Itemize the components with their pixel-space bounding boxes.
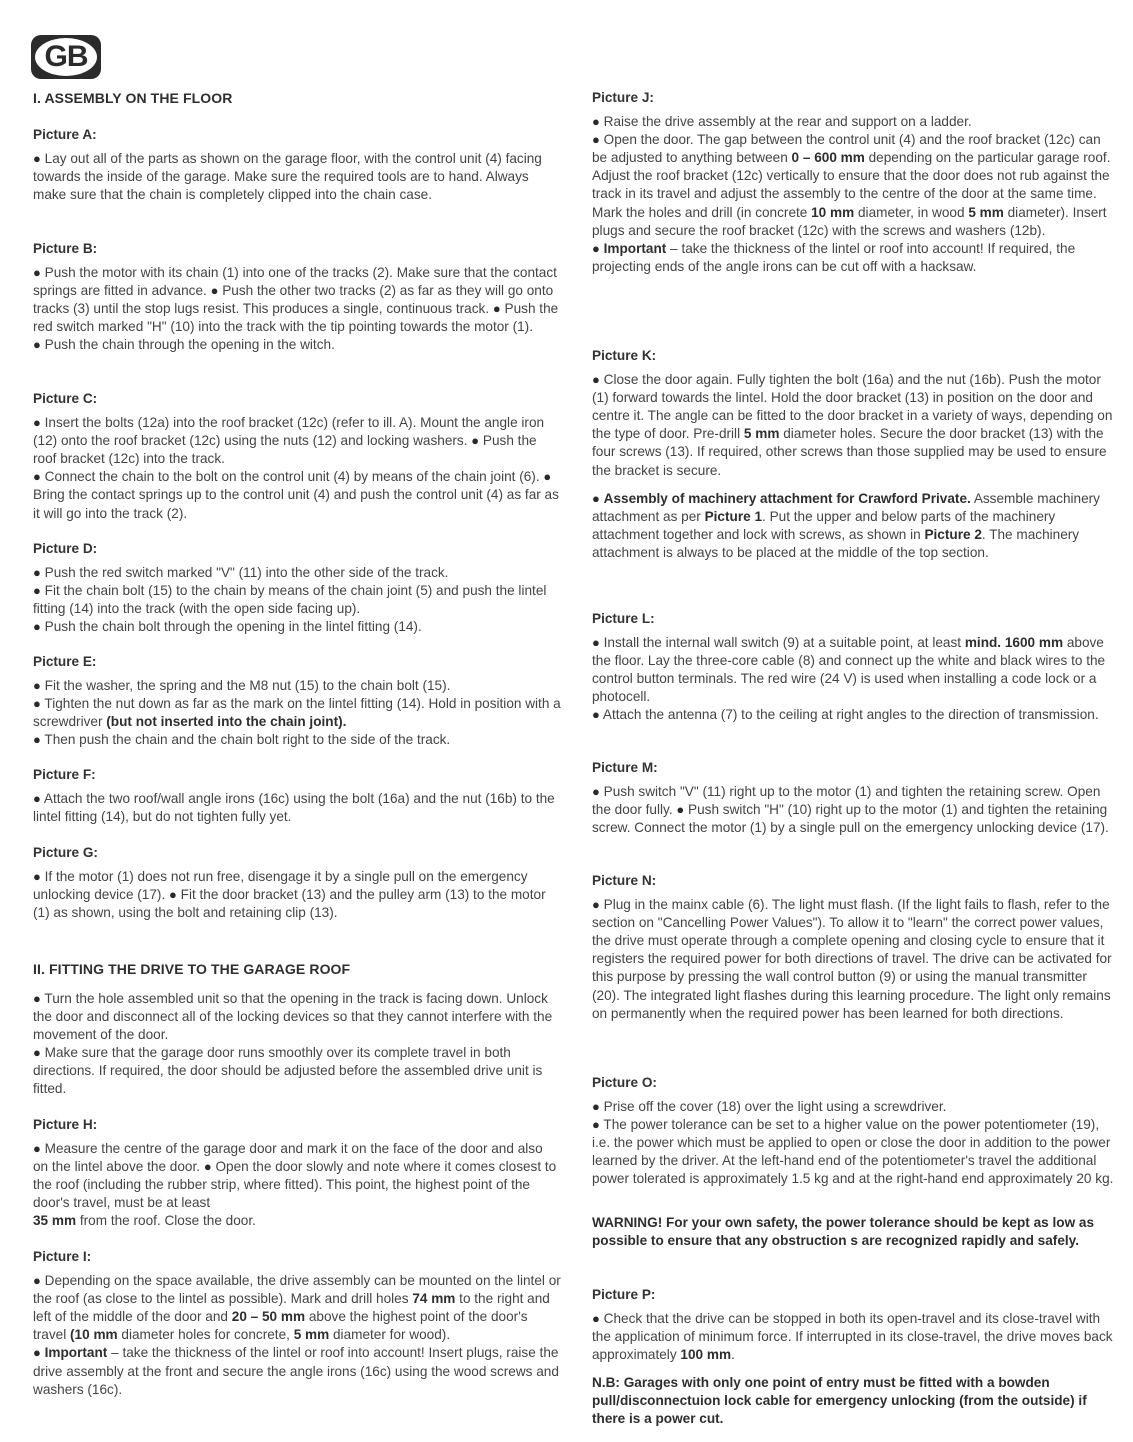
picture-k-picture-1: Picture 1 bbox=[704, 508, 763, 524]
picture-m-heading: Picture M: bbox=[592, 760, 658, 775]
bullet-icon: ● bbox=[33, 1345, 41, 1361]
picture-a-text: Lay out all of the parts as shown on the garage floor, with the control unit (4) facing towards the inside of the garage. Make sure the required tools are to hand. Always make sure that the chain is completely clipped into the chain case. bbox=[33, 151, 542, 203]
section-2-intro-block bbox=[33, 990, 561, 1099]
nb-text: N.B: Garages with only one point of entry must be fitted with a bowden pull/disconnectuion lock cable for emergency unlocking (from the outside) if there is a power cut. bbox=[592, 1375, 1087, 1427]
picture-c-text-2: Push the roof bracket (12c) into the track. bbox=[33, 433, 537, 467]
bullet-icon: ● bbox=[33, 791, 41, 807]
picture-k-block bbox=[592, 347, 1118, 562]
picture-j-text-4: diameter, in wood bbox=[857, 204, 965, 220]
picture-k-text-3: Assemble machinery attachment as per bbox=[592, 490, 1100, 524]
bullet-icon: ● bbox=[592, 635, 600, 651]
picture-c-block bbox=[33, 390, 561, 523]
picture-j-heading: Picture J: bbox=[592, 90, 654, 105]
language-badge-label: GB bbox=[35, 38, 97, 76]
bullet-icon: ● bbox=[592, 372, 600, 388]
picture-d-heading: Picture D: bbox=[33, 541, 98, 556]
picture-j-text-6: – take the thickness of the lintel or roof into account! If required, the projecting ends of the angle irons can be cut off with a hacksaw. bbox=[592, 240, 1076, 274]
section-title-assembly: I. ASSEMBLY ON THE FLOOR bbox=[33, 90, 233, 106]
picture-h-block bbox=[33, 1116, 561, 1231]
picture-a-block bbox=[33, 126, 561, 204]
bullet-icon: ● bbox=[592, 1117, 600, 1133]
picture-k-text-1: Close the door again. Fully tighten the bolt (16a) and the nut (16b). Push the motor (1) forward towards the lintel. Hold the door bracket (13) in position on the door and centre it. The angle can be fitted to the door bracket in a variety of ways, depending on the type of door. Pre-drill bbox=[592, 372, 1113, 442]
bullet-icon: ● bbox=[592, 490, 600, 506]
bullet-icon: ● bbox=[33, 583, 41, 599]
picture-e-block bbox=[33, 653, 561, 749]
picture-n-text: Plug in the mainx cable (6). The light must flash. (If the light fails to flash, refer to the section on "Cancelling Power Values"). To allow it to "learn" the correct power values, the drive must operate through a complete opening and closing cycle to ensure that it registers the required power for both directions of travel. The drive can be activated for this purpose by pressing the wall control button (9) or using the manual transmitter (20). The integrated light flashes during this learning procedure. The light only remains on permanently when the required power has been learned for both directions. bbox=[592, 897, 1112, 1021]
picture-i-bold-1: 74 mm bbox=[412, 1291, 456, 1307]
picture-i-important: Important bbox=[44, 1345, 108, 1361]
picture-h-text-1: Measure the centre of the garage door and mark it on the face of the door and also on the lintel above the door. bbox=[33, 1141, 543, 1175]
picture-p-text-1: Check that the drive can be stopped in both its open-travel and its close-travel with the application of minimum force. If interrupted in its close-travel, the drive moves back approximately bbox=[592, 1311, 1113, 1363]
bullet-icon: ● bbox=[592, 132, 600, 148]
picture-c-heading: Picture C: bbox=[33, 391, 98, 406]
picture-h-heading: Picture H: bbox=[33, 1117, 98, 1132]
bullet-icon: ● bbox=[33, 696, 41, 712]
bullet-icon: ● bbox=[169, 887, 177, 903]
picture-e-text-1: Fit the washer, the spring and the M8 nut (15) to the chain bolt (15). bbox=[44, 678, 451, 694]
picture-h-text-3: from the roof. Close the door. bbox=[79, 1213, 256, 1229]
picture-e-text-2: Tighten the nut down as far as the mark on the lintel fitting (14). Hold in position with a screwdriver bbox=[33, 696, 561, 730]
bullet-icon: ● bbox=[33, 1141, 41, 1157]
picture-k-text-5: . The machinery attachment is always to be placed at the middle of the top section. bbox=[592, 526, 1080, 560]
picture-m-text-1: Push switch "V" (11) right up to the motor (1) and tighten the retaining screw. Open the door fully. bbox=[592, 784, 1101, 818]
picture-p-text-2: . bbox=[731, 1347, 735, 1363]
picture-p-bold-1: 100 mm bbox=[680, 1347, 732, 1363]
picture-i-bold-4: 5 mm bbox=[293, 1327, 330, 1343]
bullet-icon: ● bbox=[592, 114, 600, 130]
picture-m-block bbox=[592, 759, 1118, 837]
bullet-icon: ● bbox=[592, 240, 600, 256]
bullet-icon: ● bbox=[33, 415, 41, 431]
picture-l-text-3: Attach the antenna (7) to the ceiling at right angles to the direction of transmission. bbox=[602, 707, 1099, 723]
section-2-text-1: Turn the hole assembled unit so that the opening in the track is facing down. Unlock the door and disconnect all of the locking devices so that they cannot interfere with the movement of the door. bbox=[33, 991, 553, 1043]
picture-d-block bbox=[33, 540, 561, 636]
bullet-icon: ● bbox=[33, 991, 41, 1006]
picture-l-text-1: Install the internal wall switch (9) at a suitable point, at least bbox=[603, 635, 962, 651]
picture-j-block bbox=[592, 89, 1118, 276]
picture-a-heading: Picture A: bbox=[33, 127, 97, 142]
picture-i-text-3: above the highest point of the door's travel bbox=[33, 1309, 528, 1343]
bullet-icon: ● bbox=[471, 433, 480, 449]
picture-k-text-2: diameter holes. Secure the door bracket (13) with the four screws (13). If required, other screws than those supplied may be used to ensure the bracket is secure. bbox=[592, 426, 1107, 478]
picture-i-bold-3: (10 mm bbox=[70, 1327, 118, 1343]
picture-i-text-2: to the right and left of the middle of the door and bbox=[33, 1291, 550, 1325]
bullet-icon: ● bbox=[203, 1159, 212, 1175]
picture-l-block bbox=[592, 610, 1118, 725]
picture-m-text-2: Push switch "H" (10) right up to the motor (1) and tighten the retaining screw. Connect the motor (1) by a single pull on the emergency unlocking device (17). bbox=[592, 802, 1109, 836]
picture-l-bold-1: mind. 1600 mm bbox=[964, 635, 1064, 651]
picture-k-picture-2: Picture 2 bbox=[924, 526, 982, 542]
picture-j-bold-2: 10 mm bbox=[811, 204, 855, 220]
picture-l-text-2: above the floor. Lay the three-core cable (8) and connect up the white and black wires to the control button terminals. The red wire (24 V) is used when installing a code lock or a photocell. bbox=[592, 635, 1106, 705]
picture-f-text: Attach the two roof/wall angle irons (16c) using the bolt (16a) and the nut (16b) to the lintel fitting (14), but do not tighten fully yet. bbox=[33, 791, 555, 825]
bullet-icon: ● bbox=[33, 1045, 41, 1061]
picture-o-block bbox=[592, 1074, 1118, 1189]
picture-b-text-4: Push the chain through the opening in the witch. bbox=[44, 337, 335, 353]
picture-i-text-6: – take the thickness of the lintel or roof into account! Insert plugs, raise the drive assembly at the front and secure the angle irons (16c) using the wood screws and washers (16c). bbox=[33, 1345, 559, 1397]
section-2-text-2: Make sure that the garage door runs smoothly over its complete travel in both directions. If required, the door should be adjusted before the assembled drive unit is fitted. bbox=[33, 1045, 543, 1097]
picture-j-text-3: depending on the particular garage roof. Adjust the roof bracket (12c) vertically to ensure that the door does not rub against the track in its travel and adjust the assembly to the centre of the door at the same time. Mark the holes and drill (in concrete bbox=[592, 150, 1111, 220]
warning-block bbox=[592, 1214, 1118, 1250]
picture-c-text-4: Bring the contact springs up to the control unit (4) and push the control unit (4) as far as it will go into the track (2). bbox=[33, 487, 559, 521]
picture-l-heading: Picture L: bbox=[592, 611, 655, 626]
picture-j-bold-1: 0 – 600 mm bbox=[791, 150, 865, 166]
picture-f-block bbox=[33, 766, 561, 826]
picture-j-text-5: diameter). Insert plugs and secure the roof bracket (12c) with the screws and washers (12b). bbox=[592, 204, 1107, 238]
bullet-icon: ● bbox=[33, 151, 41, 167]
bullet-icon: ● bbox=[33, 337, 41, 353]
picture-g-heading: Picture G: bbox=[33, 845, 98, 860]
picture-k-assembly-title: Assembly of machinery attachment for Crawford Private. bbox=[603, 490, 971, 506]
picture-d-text-2: Fit the chain bolt (15) to the chain by means of the chain joint (5) and push the lintel fitting (14) into the track (with the open side facing up). bbox=[33, 583, 547, 617]
picture-d-text-1: Push the red switch marked "V" (11) into the other side of the track. bbox=[44, 565, 449, 581]
picture-e-text-2-bold: (but not inserted into the chain joint). bbox=[106, 714, 347, 730]
bullet-icon: ● bbox=[210, 283, 219, 299]
picture-j-text-1: Raise the drive assembly at the rear and support on a ladder. bbox=[603, 114, 972, 130]
picture-p-heading: Picture P: bbox=[592, 1287, 656, 1302]
bullet-icon: ● bbox=[592, 784, 600, 800]
picture-j-important: Important bbox=[603, 240, 667, 256]
bullet-icon: ● bbox=[676, 802, 685, 818]
picture-g-block bbox=[33, 844, 561, 922]
bullet-icon: ● bbox=[543, 469, 552, 485]
picture-j-bold-3: 5 mm bbox=[968, 204, 1004, 220]
picture-p-block bbox=[592, 1286, 1118, 1364]
picture-b-text-2: Push the other two tracks (2) as far as they will go onto tracks (3) until the stop lugs resist. This produces a single, continuous track. bbox=[33, 283, 554, 317]
bullet-icon: ● bbox=[33, 869, 41, 885]
picture-h-bold-35mm: 35 mm bbox=[33, 1213, 77, 1229]
picture-i-bold-2: 20 – 50 mm bbox=[231, 1309, 306, 1325]
picture-f-heading: Picture F: bbox=[33, 767, 96, 782]
bullet-icon: ● bbox=[33, 732, 41, 748]
picture-i-text-4: diameter holes for concrete, bbox=[121, 1327, 290, 1343]
picture-e-heading: Picture E: bbox=[33, 654, 97, 669]
picture-o-text-2: The power tolerance can be set to a higher value on the power potentiometer (19), i.e. the power which must be applied to open or close the door in addition to the power learned by the driver. At the left-hand end of the potentiometer's travel the additional power tolerated is approximately 1.5 kg and at the right-hand end approximately 20 kg. bbox=[592, 1117, 1114, 1187]
bullet-icon: ● bbox=[492, 301, 501, 317]
picture-i-text-5: diameter for wood). bbox=[333, 1327, 451, 1343]
picture-b-text-1: Push the motor with its chain (1) into one of the tracks (2). Make sure that the contact springs are fitted in advance. bbox=[33, 265, 557, 299]
picture-k-bold-1: 5 mm bbox=[743, 426, 780, 442]
bullet-icon: ● bbox=[33, 1273, 41, 1289]
picture-h-text-2: Open the door slowly and note where it comes closest to the roof (including the rubber strip, where fitted). This point, the highest point of the door's travel, must be at least bbox=[33, 1159, 557, 1211]
nb-block bbox=[592, 1374, 1118, 1428]
picture-c-text-1: Insert the bolts (12a) into the roof bracket (12c) (refer to ill. A). Mount the angle iron (12) onto the roof bracket (12c) using the nuts (12) and locking washers. bbox=[33, 415, 545, 449]
picture-i-heading: Picture I: bbox=[33, 1249, 92, 1264]
bullet-icon: ● bbox=[33, 678, 41, 694]
picture-o-heading: Picture O: bbox=[592, 1075, 657, 1090]
bullet-icon: ● bbox=[592, 1099, 600, 1115]
picture-i-block bbox=[33, 1248, 561, 1399]
picture-b-heading: Picture B: bbox=[33, 241, 98, 256]
picture-e-text-3: Then push the chain and the chain bolt right to the side of the track. bbox=[44, 732, 451, 748]
section-title-fitting: II. FITTING THE DRIVE TO THE GARAGE ROOF bbox=[33, 961, 351, 977]
picture-d-text-3: Push the chain bolt through the opening in the lintel fitting (14). bbox=[44, 619, 422, 635]
picture-b-text-3: Push the red switch marked "H" (10) into the track with the tip pointing towards the motor (1). bbox=[33, 301, 559, 335]
bullet-icon: ● bbox=[33, 265, 41, 281]
picture-c-text-3: Connect the chain to the bolt on the control unit (4) by means of the chain joint (6). bbox=[44, 469, 540, 485]
picture-b-block bbox=[33, 240, 561, 355]
picture-k-heading: Picture K: bbox=[592, 348, 657, 363]
picture-n-block bbox=[592, 872, 1118, 1023]
picture-n-heading: Picture N: bbox=[592, 873, 657, 888]
warning-text: WARNING! For your own safety, the power tolerance should be kept as low as possible to ensure that any obstruction s are recognized rapidly and safely. bbox=[592, 1215, 1095, 1249]
picture-j-text-2: Open the door. The gap between the control unit (4) and the roof bracket (12c) can be adjusted to anything between bbox=[592, 132, 1101, 166]
bullet-icon: ● bbox=[33, 619, 41, 635]
picture-k-text-4: . Put the upper and below parts of the machinery attachment together and lock with screws, as shown in bbox=[592, 508, 1056, 542]
bullet-icon: ● bbox=[33, 469, 41, 485]
picture-i-text-1: Depending on the space available, the drive assembly can be mounted on the lintel or the roof (as close to the lintel as possible). Mark and drill holes bbox=[33, 1273, 561, 1307]
bullet-icon: ● bbox=[592, 707, 600, 723]
bullet-icon: ● bbox=[592, 897, 600, 913]
language-badge bbox=[31, 35, 101, 79]
picture-g-text-2: Fit the door bracket (13) and the pulley arm (13) to the motor (1) as shown, using the bolt and retaining clip (13). bbox=[33, 887, 546, 921]
picture-g-text-1: If the motor (1) does not run free, disengage it by a single pull on the emergency unlocking device (17). bbox=[33, 869, 528, 903]
bullet-icon: ● bbox=[33, 565, 41, 581]
bullet-icon: ● bbox=[592, 1311, 600, 1327]
picture-o-text-1: Prise off the cover (18) over the light using a screwdriver. bbox=[603, 1099, 947, 1115]
